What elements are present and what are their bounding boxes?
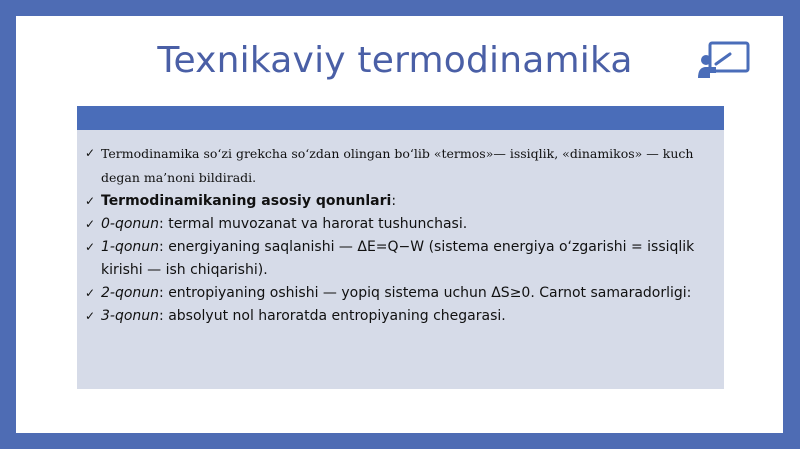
law-2-text: : entropiyaning oshishi — yopiq sistema uchun ΔS≥0. Carnot samaradorligi: <box>159 285 692 301</box>
check-mark-icon: ✓ <box>85 286 96 300</box>
check-mark-icon: ✓ <box>85 309 96 323</box>
bullet-list <box>77 130 724 328</box>
laws-heading-colon: : <box>391 193 397 209</box>
list-item-definition <box>85 142 716 190</box>
check-mark-icon: ✓ <box>85 217 96 231</box>
content-panel <box>77 130 724 389</box>
law-3-label: 3-qonun <box>101 308 160 324</box>
presentation-board-icon <box>696 40 752 82</box>
check-mark-icon: ✓ <box>85 240 96 254</box>
list-item-law-3 <box>85 305 716 328</box>
law-3-text: : absolyut nol haroratda entropiyaning chegarasi. <box>159 308 506 324</box>
slide-title: Texnikaviy termodinamika <box>157 40 633 81</box>
laws-heading: Termodinamikaning asosiy qonunlari <box>101 193 392 209</box>
law-0-text: : termal muvozanat va harorat tushunchasi. <box>159 216 468 232</box>
definition-text: Termodinamika so‘zi grekcha so‘zdan olingan bo‘lib «termos»— issiqlik, «dinamikos» — kuch degan ma’noni bildiradi. <box>101 146 694 185</box>
list-item-law-2 <box>85 282 716 305</box>
law-2-label: 2-qonun <box>101 285 160 301</box>
list-item-laws-heading <box>85 190 716 213</box>
content-header-bar <box>77 106 724 130</box>
law-1-text: : energiyaning saqlanishi — ΔE=Q−W (sistema energiya o‘zgarishi = issiqlik kirishi — ish chiqarishi). <box>101 239 695 278</box>
check-mark-icon: ✓ <box>85 194 96 208</box>
list-item-law-1 <box>85 236 716 282</box>
law-1-label: 1-qonun <box>101 239 160 255</box>
law-0-label: 0-qonun <box>101 216 160 232</box>
check-mark-icon: ✓ <box>85 146 96 160</box>
list-item-law-0 <box>85 213 716 236</box>
